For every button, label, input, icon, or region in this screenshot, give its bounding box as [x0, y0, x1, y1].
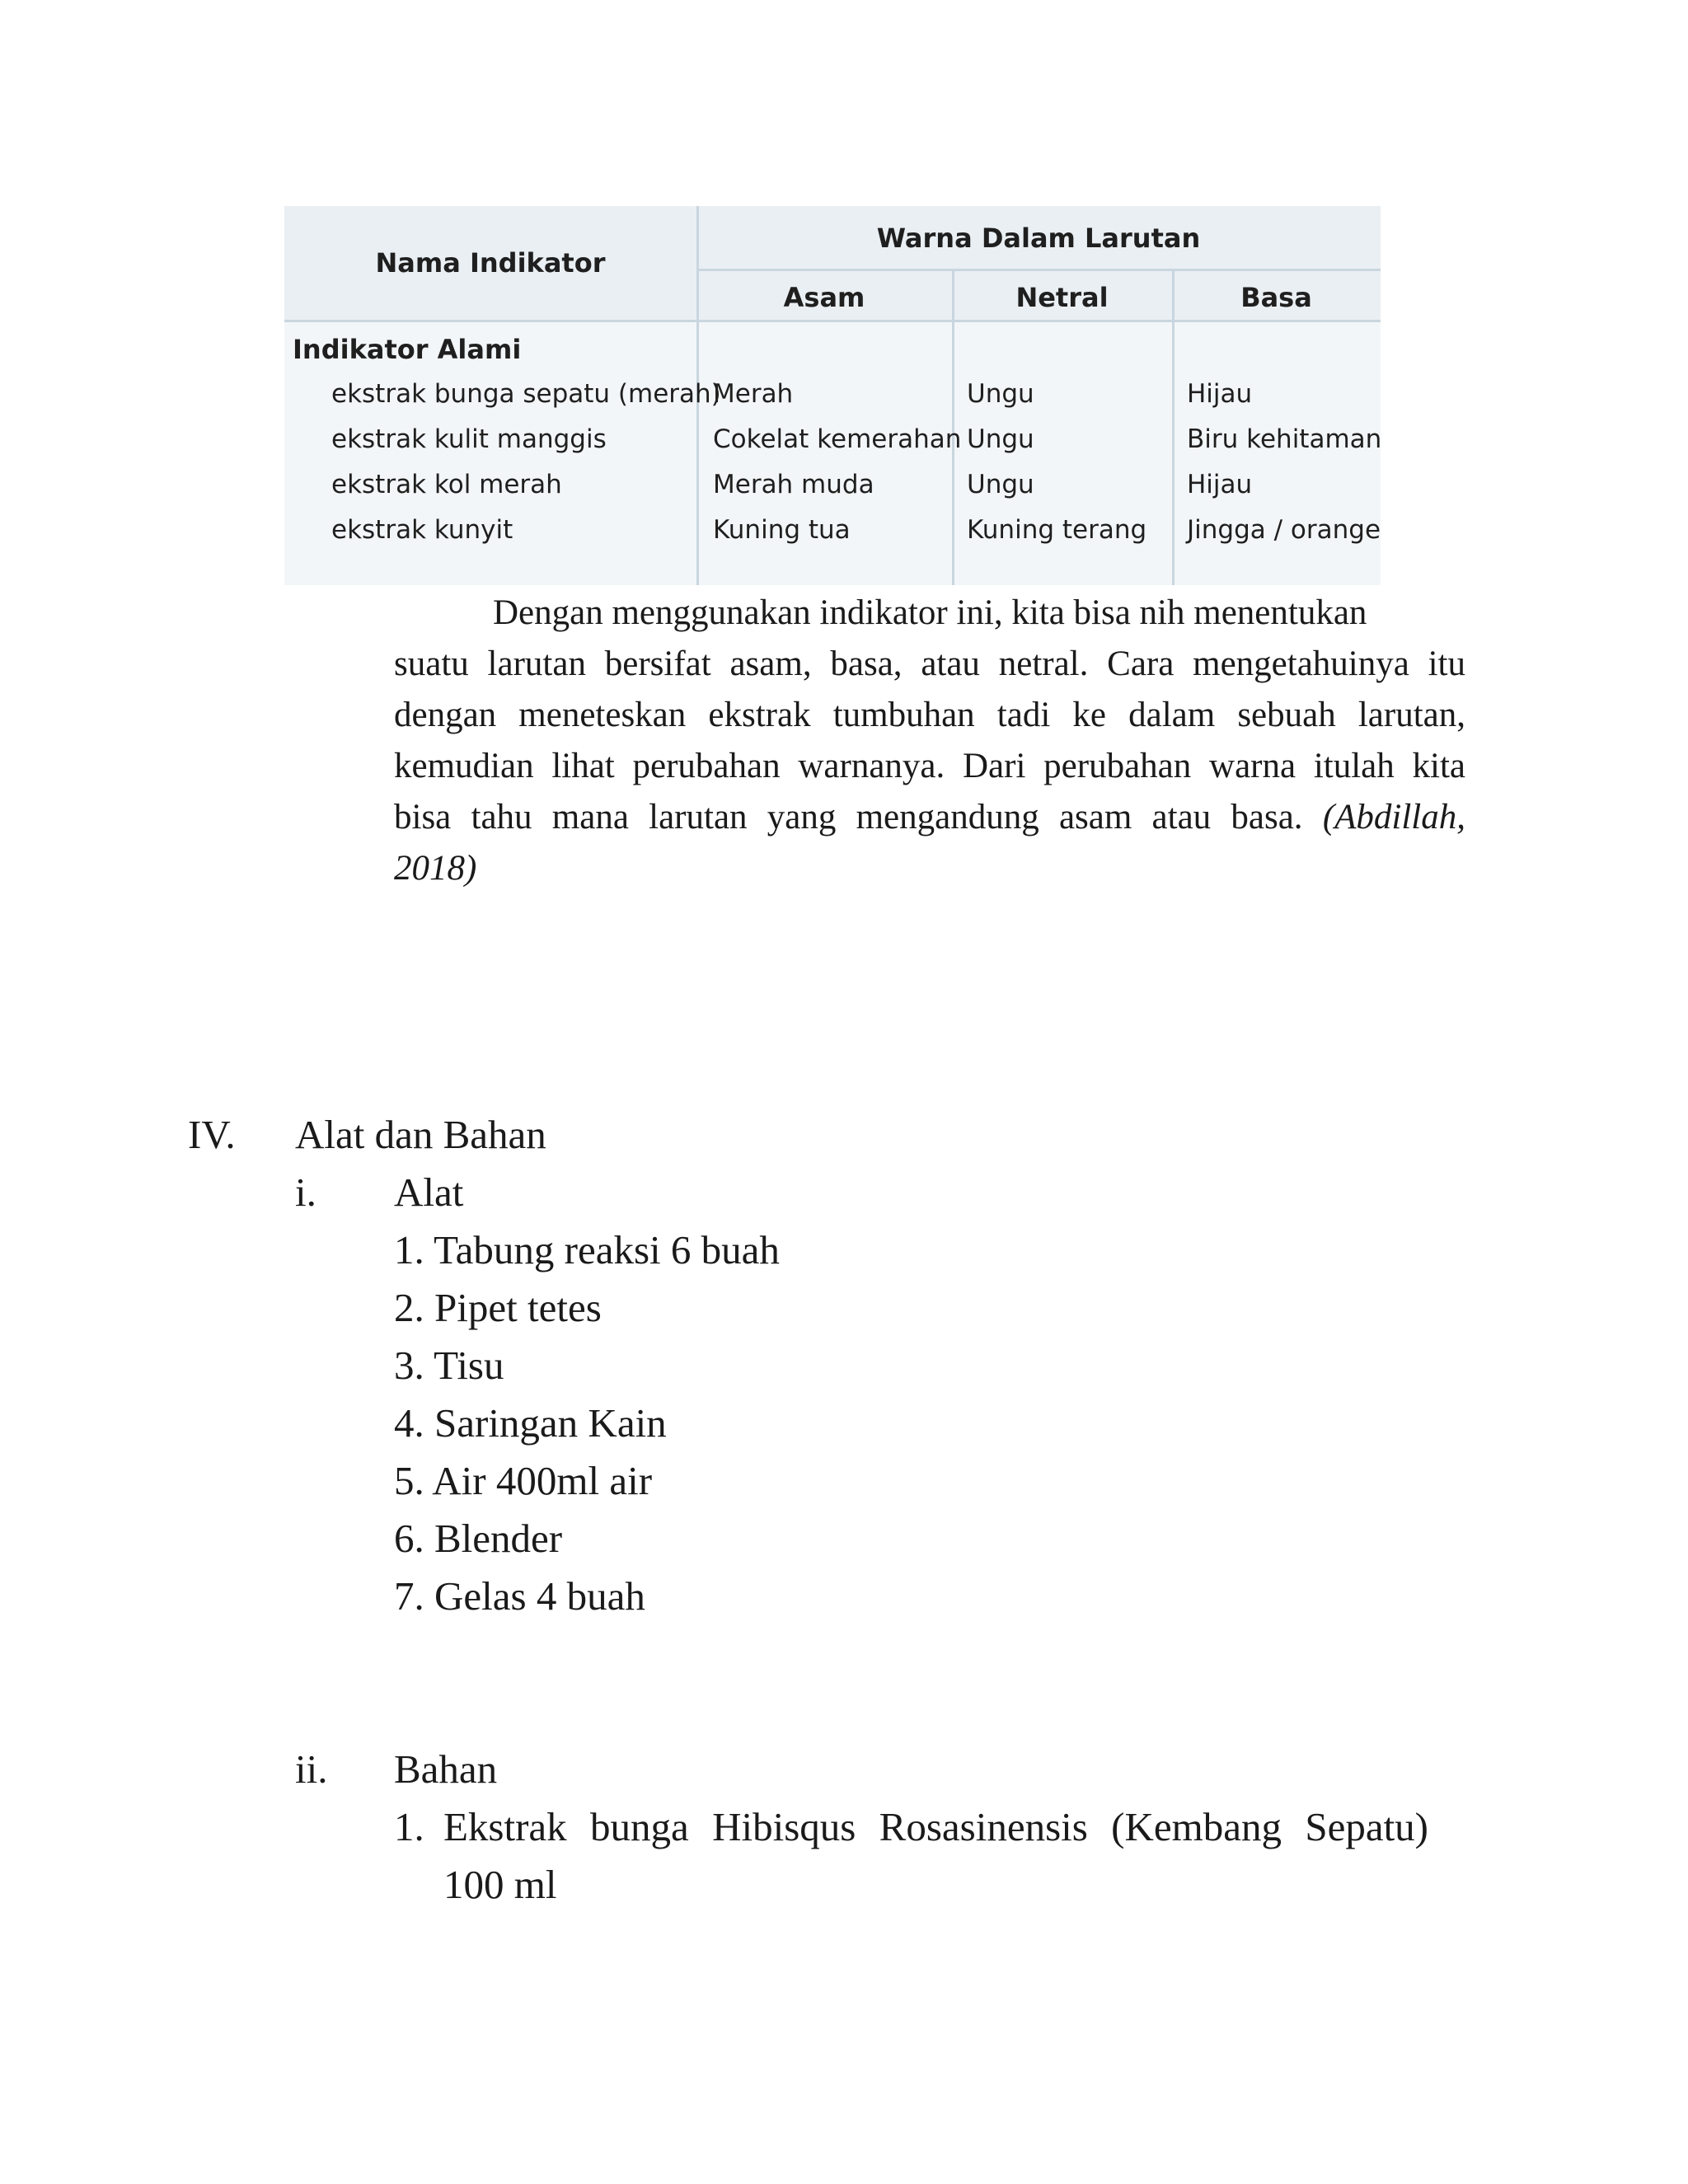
subsection-title: Bahan	[394, 1746, 498, 1792]
indicator-table	[284, 206, 1381, 585]
paragraph-line: Dengan menggunakan indikator ini, kita bisa nih menentukan	[493, 593, 1367, 632]
row-name: ekstrak kunyit	[331, 515, 513, 545]
list-item: 7. Gelas 4 buah	[394, 1573, 645, 1619]
list-item: 6. Blender	[394, 1516, 563, 1561]
row-asam: Merah muda	[713, 470, 874, 499]
row-netral: Kuning terang	[967, 515, 1147, 545]
row-name: ekstrak bunga sepatu (merah)	[331, 379, 721, 409]
header-divider	[696, 269, 1381, 271]
row-name: ekstrak kulit manggis	[331, 424, 607, 454]
list-item: Ekstrak bunga Hibisqus Rosasinensis (Kembang Sepatu)	[443, 1804, 1428, 1849]
row-netral: Ungu	[967, 470, 1034, 499]
subsection-title: Alat	[394, 1169, 464, 1215]
list-item-number: 1.	[394, 1804, 424, 1849]
list-item: 4. Saringan Kain	[394, 1400, 667, 1446]
row-netral: Ungu	[967, 379, 1034, 409]
paragraph-line-text: bisa tahu mana larutan yang mengandung asam atau basa.	[394, 798, 1303, 837]
citation: (Abdillah,	[1322, 798, 1465, 837]
table-row	[284, 470, 1381, 515]
header-asam: Asam	[783, 282, 865, 313]
header-bottom-line	[284, 320, 1381, 322]
body-paragraph	[394, 588, 1465, 894]
subsection-number: ii.	[295, 1746, 328, 1792]
list-item-continuation: 100 ml	[443, 1862, 557, 1907]
paragraph-line: suatu larutan bersifat asam, basa, atau netral. Cara mengetahuinya itu	[394, 644, 1465, 683]
list-item: 2. Pipet tetes	[394, 1285, 602, 1330]
subsection-number: i.	[295, 1169, 316, 1215]
paragraph-line: kemudian lihat perubahan warnanya. Dari perubahan warna itulah kita	[394, 747, 1465, 785]
paragraph-line	[394, 792, 1465, 843]
list-item: 3. Tisu	[394, 1343, 504, 1388]
paragraph-line: dengan meneteskan ekstrak tumbuhan tadi ke dalam sebuah larutan,	[394, 696, 1465, 734]
header-basa: Basa	[1240, 282, 1312, 313]
row-netral: Ungu	[967, 424, 1034, 454]
table-row	[284, 379, 1381, 424]
section-indikator-alami: Indikator Alami	[293, 334, 522, 365]
section-title: Alat dan Bahan	[295, 1112, 546, 1157]
row-name: ekstrak kol merah	[331, 470, 562, 499]
row-asam: Merah	[713, 379, 794, 409]
header-nama-indikator: Nama Indikator	[375, 247, 606, 279]
section-number: IV.	[188, 1112, 236, 1157]
row-asam: Kuning tua	[713, 515, 851, 545]
table-row	[284, 424, 1381, 470]
list-item: 1. Tabung reaksi 6 buah	[394, 1227, 780, 1272]
row-asam: Cokelat kemerahan	[713, 424, 962, 454]
list-item: 5. Air 400ml air	[394, 1458, 653, 1503]
header-netral: Netral	[1015, 282, 1109, 313]
table-row	[284, 515, 1381, 560]
header-warna-dalam-larutan: Warna Dalam Larutan	[876, 223, 1201, 254]
row-basa: Hijau	[1187, 379, 1253, 409]
citation-year: 2018)	[394, 849, 477, 888]
row-basa: Jingga / orange	[1187, 515, 1381, 545]
row-basa: Biru kehitaman	[1187, 424, 1382, 454]
row-basa: Hijau	[1187, 470, 1253, 499]
